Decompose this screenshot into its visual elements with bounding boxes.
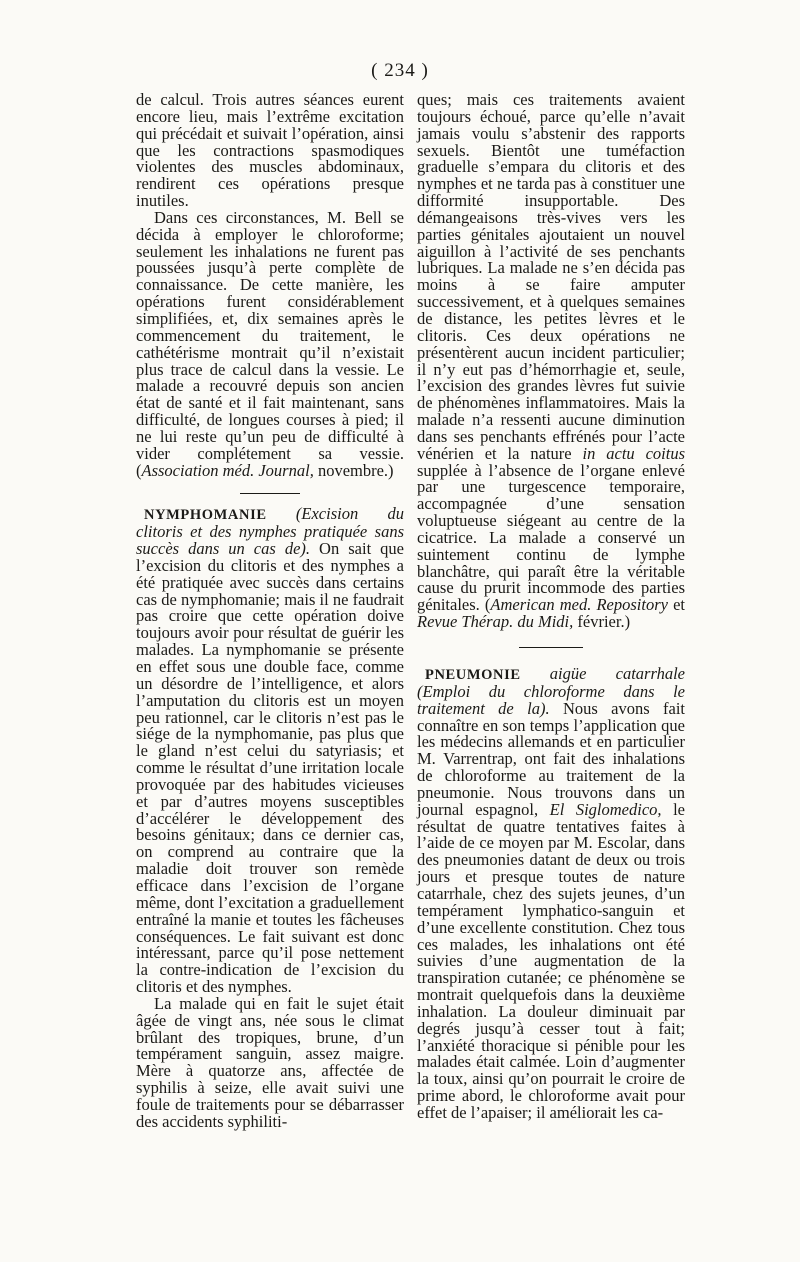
page-number: ( 234 ) (371, 60, 429, 81)
entry-title: NYMPHOMANIE (144, 507, 267, 524)
paragraph-text: Dans ces circonstances, M. Bell se décida à employer le chloroforme; seulement les inhalations ne furent pas poussées jusqu’à perte complète de connaissance. De cette manière, les opérations furent considérablement simplifiées, et, dix semaines après le commencement du traitement, le cathétérisme montrait qu’il n’existait plus trace de calcul dans la vessie. Le malade a recouvré depuis son ancien état de santé et il fait maintenant, sans difficulté, de longues courses à pied; il ne lui reste qu’un peu de difficulté à vider complétement sa vessie. (136, 207, 404, 463)
source-citation: Revue Thérap. du Midi, (417, 612, 574, 632)
journal-name: El Siglomedico, (538, 799, 662, 819)
section-divider (519, 647, 583, 648)
paragraph-case-description: La malade qui en fait le sujet était âgée de vingt ans, née sous le climat brûlant des tropiques, brune, d’un tempérament sanguin, assez maigre. Mère à quatorze ans, affectée de syphilis à seize, elle avait suivi une foule de traitements pour se débarrasser des accidents syphiliti- (136, 993, 404, 1131)
entry-subtitle: (Emploi du chloroforme dans le traitement de la). (417, 681, 685, 718)
paragraph-calcul-end: de calcul. Trois autres séances eurent encore lieu, mais l’extrême excitation qui précédait et suivait l’opération, ainsi que les contractions spasmodiques violentes des muscles abdominaux, rendirent ces opérations presque inutiles. (136, 90, 404, 211)
left-column (136, 92, 404, 1131)
right-column (417, 92, 685, 1122)
section-divider (240, 493, 300, 494)
entry-nymphomanie (136, 506, 404, 995)
paragraph-case-continued: ques; mais ces traitements avaient toujours échoué, parce qu’elle n’avait jamais voulu s’abstenir des rapports sexuels. Bientôt une tuméfaction graduelle s’empara du clitoris et des nymphes et ne tarda pas à constituer une difformité insupportable. Des démangeaisons très-vives vers les parties génitales ajoutaient un nouvel aiguillon à l’activité de ses penchants lubriques. La malade ne s’en décida pas moins à se faire amputer successivement, et à quelques semaines de distance, les petites lèvres et le clitoris. Ces deux opérations ne présentèrent aucun incident particulier; il n’y eut pas d’hémorrhagie et, seule, l’excision des grandes lèvres fut suivie de phénomènes inflammatoires. Mais la malade n’a ressenti aucune diminution dans ses penchants effrénés pour l’acte vénérien et la nature in actu coitus supplée à l’absence de l’organe enlevé par une turgescence temporaire, accompagnée d’une sensation voluptueuse siégeant au centre de la cicatrice. La malade a conservé un suintement continu de lymphe blanchâtre, qui paraît être la véritable cause du prurit incommode des parties génitales. (American med. Repository et Revue Thérap. du Midi, février.) (417, 90, 685, 632)
paragraph-bell-chloroform: Dans ces circonstances, M. Bell se décida à employer le chloroforme; seulement les inhalations ne furent pas poussées jusqu’à perte complète de connaissance. De cette manière, les opérations furent considérablement simplifiées, et, dix semaines après le commencement du traitement, le cathétérisme montrait qu’il n’existait plus trace de calcul dans la vessie. Le malade a recouvré depuis son ancien état de santé et il fait maintenant, sans difficulté, de longues courses à pied; il ne lui reste qu’un peu de difficulté à vider complétement sa vessie. (Association méd. Journal, novembre.) (136, 207, 404, 480)
entry-text: On sait que l’excision du clitoris et des nymphes a été pratiquée avec succès dans certains cas de nymphomanie; mais il ne faudrait pas croire que cette opération doive toujours avoir pour résultat de guérir les malades. La nymphomanie se présente en effet sous une double face, comme un désordre de l’intelligence, et alors l’amputation du clitoris est un moyen peu rationnel, car le clitoris n’est pas le siége de la nymphomanie, pas plus que le gland n’est celui du satyriasis; et comme le résultat d’une irritation locale provoquée par des habitudes vicieuses et par d’autres moyens susceptibles d’accélérer le développement des besoins génitaux; dans ce dernier cas, on comprend au contraire que la maladie doit trouver son remède efficace dans l’excision de l’organe même, dont l’excitation a graduellement entraîné la manie et toutes les fâcheuses conséquences. Le fait suivant est donc intéressant, parce qu’il pose nettement la contre-indication de l’excision du clitoris et des nymphes. (136, 539, 405, 997)
entry-subtitle: (Excision du clitoris et des nymphes pratiquée sans succès dans un cas de). (136, 504, 404, 559)
entry-pneumonie: PNEUMONIE aigüe catarrhale (Emploi du chloroforme dans le traitement de la). Nous avons fait connaître en son temps l’application que les médecins allemands et en particulier M. Varrentrap, ont fait des inhalations de chloroforme au traitement de la pneumonie. Nous trouvons dans un journal espagnol, El Siglomedico, le résultat de quatre tentatives faites à l’aide de ce moyen par M. Escolar, dans des pneumonies datant de deux ou trois jours et presque toutes de nature catarrhale, chez des sujets jeunes, d’un tempérament lymphatico-sanguin et d’une excellente constitution. Chez tous ces malades, les inhalations ont été suivies d’une augmentation de la transpiration cutanée; ce phénomène se montrait quelquefois dans la deuxième inhalation. La douleur diminuait par degrés jusqu’à cesser tout à fait; l’anxiété thoracique si pénible pour les malades était calmée. Loin d’augmenter la toux, ainsi qu’on pourrait le croire de prime abord, le chloroforme avait pour effet de l’apaiser; il améliorait les ca- (417, 664, 686, 1122)
source-citation: American med. Repository (490, 595, 668, 615)
entry-title: PNEUMONIE (425, 667, 521, 683)
source-citation: Association méd. Journal, (141, 460, 314, 480)
entry-title-qualifier: aigüe catarrhale (520, 664, 685, 683)
